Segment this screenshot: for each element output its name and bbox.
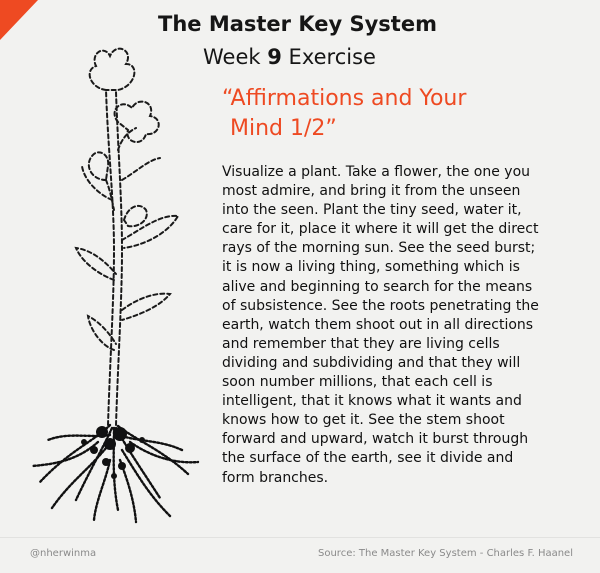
text-line: form branches. bbox=[222, 469, 329, 486]
text-line: intelligent, that it knows what it wants and bbox=[222, 393, 522, 410]
text-line: and remember that they are living cells bbox=[222, 335, 500, 352]
heading-line-1: “Affirmations and Your bbox=[222, 86, 467, 111]
source-credit: Source: The Master Key System - Charles F. Haanel bbox=[318, 548, 573, 559]
week-number: 9 bbox=[267, 45, 282, 69]
footer-divider bbox=[0, 537, 600, 538]
exercise-heading bbox=[222, 84, 542, 144]
heading-line-2: Mind 1/2” bbox=[230, 116, 337, 141]
text-line: it is now a living thing, something which is bbox=[222, 259, 520, 276]
text-line: Visualize a plant. Take a flower, the one you bbox=[222, 164, 531, 180]
text-line: the surface of the earth, see it divide and bbox=[222, 450, 514, 467]
text-line: knows how to get it. See the stem shoot bbox=[222, 412, 505, 429]
text-line: alive and beginning to search for the means bbox=[222, 278, 533, 295]
author-handle: @nherwinma bbox=[30, 548, 97, 559]
week-subtitle bbox=[203, 45, 443, 69]
text-line: rays of the morning sun. See the seed burst; bbox=[222, 240, 536, 257]
text-line: into the seen. Plant the tiny seed, water it, bbox=[222, 202, 522, 219]
text-line: most admire, and bring it from the unseen bbox=[222, 183, 521, 200]
exercise-text bbox=[222, 163, 582, 488]
text-line: dividing and subdividing and that they will bbox=[222, 354, 521, 371]
text-line: forward and upward, watch it burst through bbox=[222, 431, 529, 448]
text-line: earth, watch them shoot out in all directions bbox=[222, 316, 534, 333]
week-label: Week bbox=[203, 45, 261, 69]
exercise-label: Exercise bbox=[288, 45, 376, 69]
text-line: of subsistence. See the roots penetrating the bbox=[222, 297, 539, 314]
page-title: The Master Key System bbox=[158, 12, 437, 36]
text-line: soon number millions, that each cell is bbox=[222, 374, 493, 391]
text-line: care for it, place it where it will get the direct bbox=[222, 221, 539, 238]
plant-illustration bbox=[10, 30, 210, 530]
